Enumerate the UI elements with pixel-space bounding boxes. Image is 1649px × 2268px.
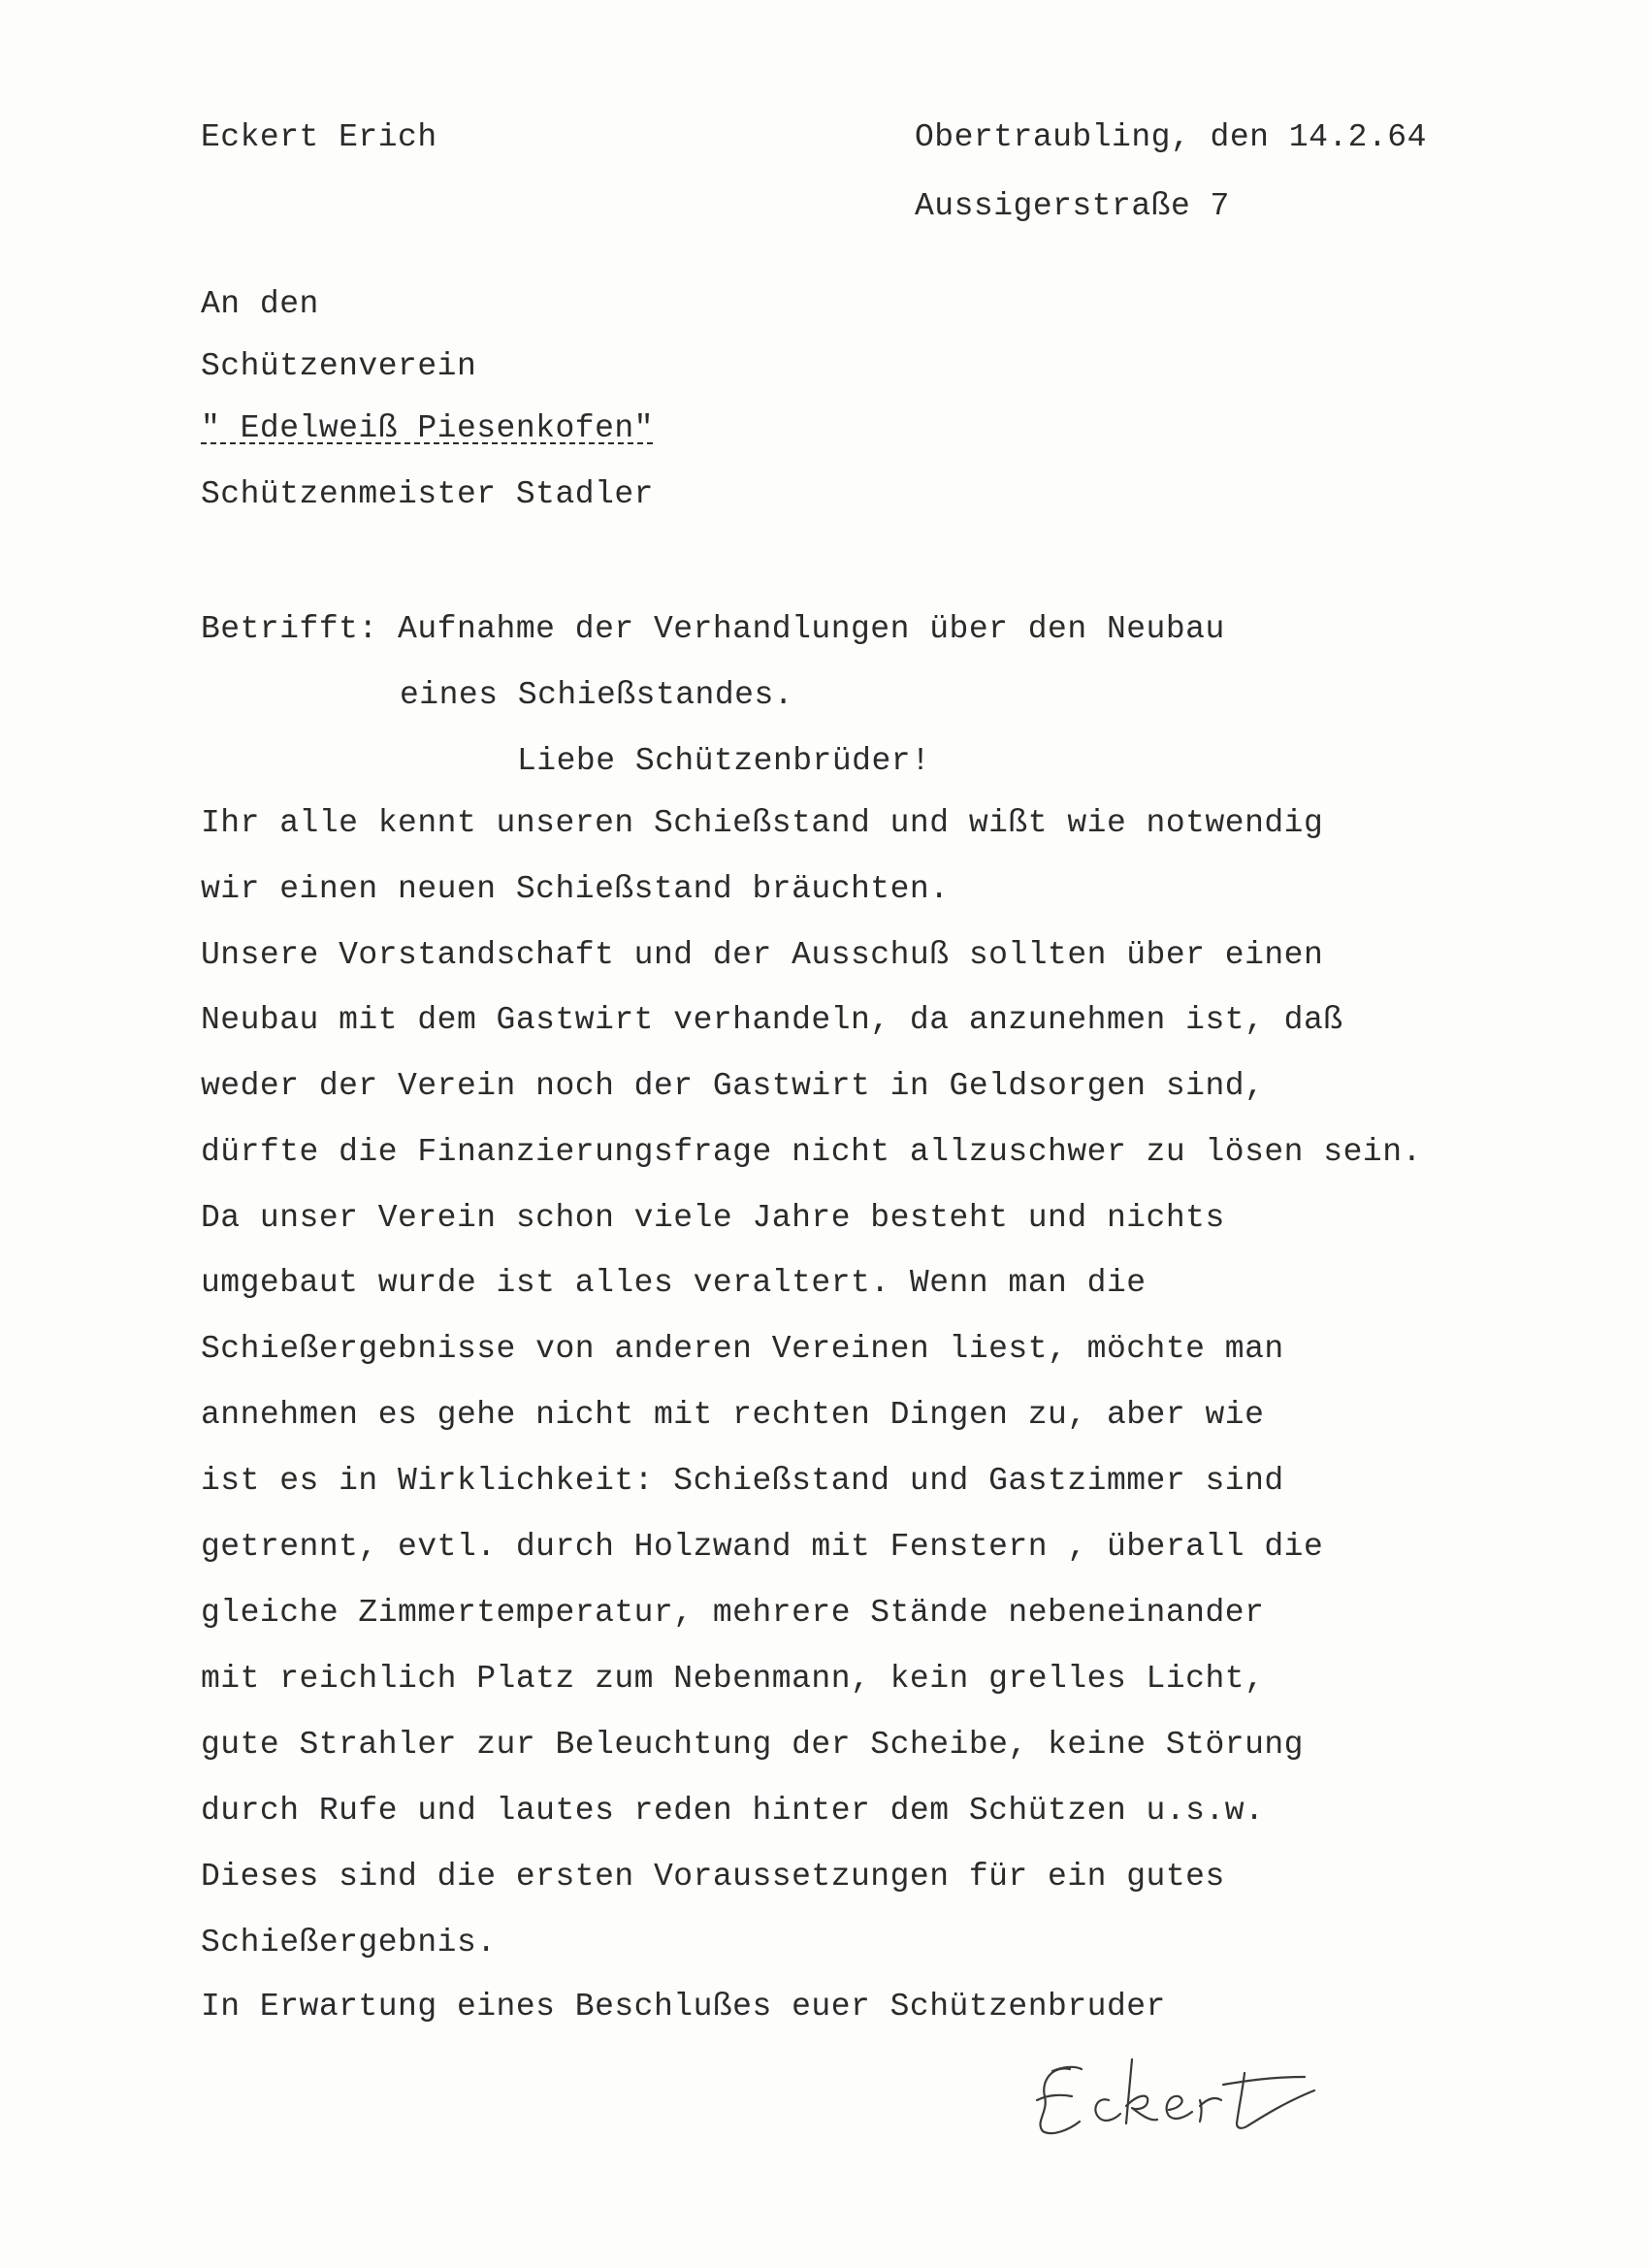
salutation: Liebe Schützenbrüder! bbox=[517, 743, 931, 779]
recipient-line-1: An den bbox=[201, 286, 319, 322]
body-line: annehmen es gehe nicht mit rechten Dingen zu, aber wie bbox=[201, 1397, 1265, 1433]
body-line: Schießergebnisse von anderen Vereinen liest, möchte man bbox=[201, 1331, 1284, 1367]
sender-street: Aussigerstraße 7 bbox=[915, 188, 1230, 224]
body-line: Dieses sind die ersten Voraussetzungen für ein gutes bbox=[201, 1859, 1225, 1895]
body-line: umgebaut wurde ist alles veraltert. Wenn man die bbox=[201, 1265, 1147, 1301]
body-line: durch Rufe und lautes reden hinter dem Schützen u.s.w. bbox=[201, 1793, 1265, 1829]
handwritten-signature bbox=[1023, 2052, 1343, 2139]
body-line: gute Strahler zur Beleuchtung der Scheibe, keine Störung bbox=[201, 1727, 1304, 1763]
body-line: wir einen neuen Schießstand bräuchten. bbox=[201, 871, 950, 907]
recipient-club-name: " Edelweiß Piesenkofen" bbox=[201, 410, 654, 446]
body-line: gleiche Zimmertemperatur, mehrere Stände nebeneinander bbox=[201, 1595, 1265, 1631]
subject-line-1: Betrifft: Aufnahme der Verhandlungen über den Neubau bbox=[201, 611, 1225, 647]
recipient-line-2: Schützenverein bbox=[201, 348, 477, 384]
place-date: Obertraubling, den 14.2.64 bbox=[915, 119, 1427, 155]
body-line: Unsere Vorstandschaft und der Ausschuß sollten über einen bbox=[201, 937, 1324, 973]
sender-name: Eckert Erich bbox=[201, 119, 437, 155]
body-line: Neubau mit dem Gastwirt verhandeln, da anzunehmen ist, daß bbox=[201, 1002, 1343, 1038]
body-line: mit reichlich Platz zum Nebenmann, kein grelles Licht, bbox=[201, 1661, 1265, 1697]
body-line: Da unser Verein schon viele Jahre besteht und nichts bbox=[201, 1200, 1225, 1236]
closing-line: In Erwartung eines Beschlußes euer Schützenbruder bbox=[201, 1989, 1166, 2025]
body-line: Ihr alle kennt unseren Schießstand und wißt wie notwendig bbox=[201, 805, 1324, 841]
body-line: getrennt, evtl. durch Holzwand mit Fenstern , überall die bbox=[201, 1529, 1324, 1565]
body-line: ist es in Wirklichkeit: Schießstand und Gastzimmer sind bbox=[201, 1463, 1284, 1499]
recipient-line-4: Schützenmeister Stadler bbox=[201, 476, 654, 512]
subject-line-2: eines Schießstandes. bbox=[400, 677, 794, 713]
body-line: weder der Verein noch der Gastwirt in Geldsorgen sind, bbox=[201, 1068, 1265, 1104]
body-line: dürfte die Finanzierungsfrage nicht allzuschwer zu lösen sein. bbox=[201, 1134, 1422, 1170]
body-line: Schießergebnis. bbox=[201, 1925, 497, 1960]
